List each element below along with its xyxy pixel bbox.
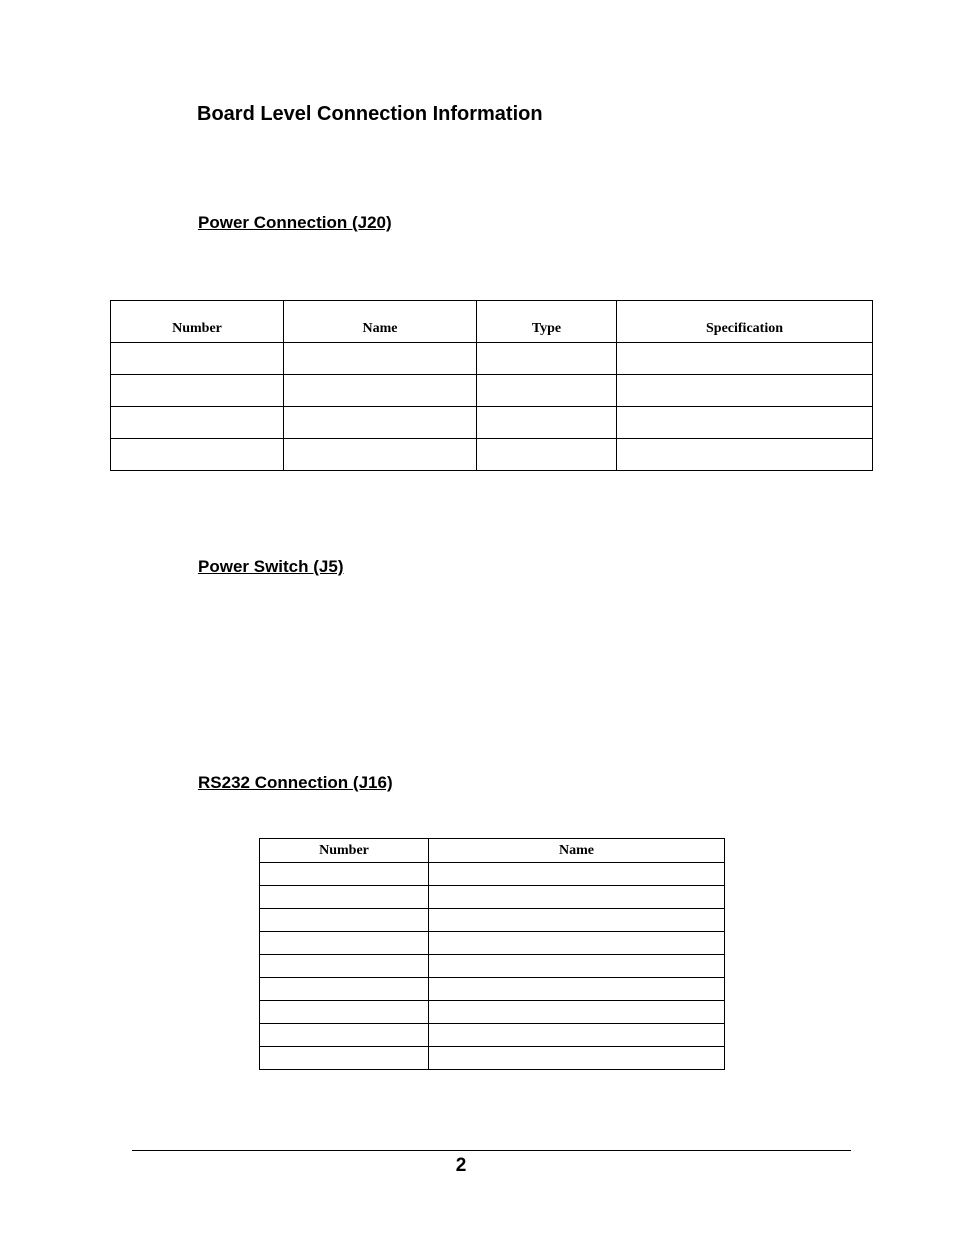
power-switch-heading: Power Switch (J5) bbox=[198, 557, 344, 576]
table-cell bbox=[429, 909, 725, 932]
table-cell bbox=[260, 909, 429, 932]
table-cell bbox=[260, 1001, 429, 1024]
table-header-row bbox=[260, 839, 725, 863]
table-row bbox=[260, 1047, 725, 1070]
table-row bbox=[111, 343, 873, 375]
table-cell bbox=[477, 375, 617, 407]
table-row bbox=[260, 1001, 725, 1024]
table-cell bbox=[429, 1047, 725, 1070]
table-cell bbox=[260, 978, 429, 1001]
table-cell bbox=[284, 407, 477, 439]
table-cell bbox=[111, 375, 284, 407]
column-header-number: Number bbox=[260, 839, 429, 863]
table-cell bbox=[284, 439, 477, 471]
table-cell bbox=[429, 1024, 725, 1047]
power-connection-table bbox=[110, 300, 873, 471]
table-cell bbox=[617, 439, 873, 471]
table-cell bbox=[429, 1001, 725, 1024]
table-cell bbox=[477, 407, 617, 439]
table-cell bbox=[477, 439, 617, 471]
table-cell bbox=[111, 439, 284, 471]
column-header-name: Name bbox=[429, 839, 725, 863]
table-row bbox=[260, 886, 725, 909]
table-cell bbox=[429, 932, 725, 955]
table-cell bbox=[260, 863, 429, 886]
table-cell bbox=[617, 407, 873, 439]
table-cell bbox=[617, 343, 873, 375]
table-cell bbox=[260, 1024, 429, 1047]
column-header-number: Number bbox=[111, 301, 284, 343]
table-cell bbox=[284, 375, 477, 407]
table-row bbox=[111, 439, 873, 471]
table-cell bbox=[111, 343, 284, 375]
table-cell bbox=[429, 978, 725, 1001]
table-cell bbox=[111, 407, 284, 439]
column-header-name: Name bbox=[284, 301, 477, 343]
table-cell bbox=[429, 955, 725, 978]
rs232-connection-heading: RS232 Connection (J16) bbox=[198, 773, 393, 792]
table-cell bbox=[260, 886, 429, 909]
table-cell bbox=[260, 1047, 429, 1070]
table-row bbox=[260, 955, 725, 978]
rs232-connection-table bbox=[259, 838, 725, 1070]
table-row bbox=[111, 407, 873, 439]
table-cell bbox=[260, 955, 429, 978]
footer-divider bbox=[132, 1150, 851, 1151]
table-cell bbox=[429, 863, 725, 886]
table-row bbox=[260, 932, 725, 955]
power-connection-heading: Power Connection (J20) bbox=[198, 213, 392, 232]
table-cell bbox=[284, 343, 477, 375]
table-cell bbox=[477, 343, 617, 375]
column-header-type: Type bbox=[477, 301, 617, 343]
table-row bbox=[260, 1024, 725, 1047]
table-row bbox=[260, 978, 725, 1001]
table-cell bbox=[617, 375, 873, 407]
table-cell bbox=[260, 932, 429, 955]
table-row bbox=[260, 863, 725, 886]
table-row bbox=[260, 909, 725, 932]
page-title: Board Level Connection Information bbox=[197, 103, 543, 125]
table-row bbox=[111, 375, 873, 407]
column-header-specification: Specification bbox=[617, 301, 873, 343]
page-number: 2 bbox=[455, 1155, 467, 1176]
table-cell bbox=[429, 886, 725, 909]
table-header-row bbox=[111, 301, 873, 343]
